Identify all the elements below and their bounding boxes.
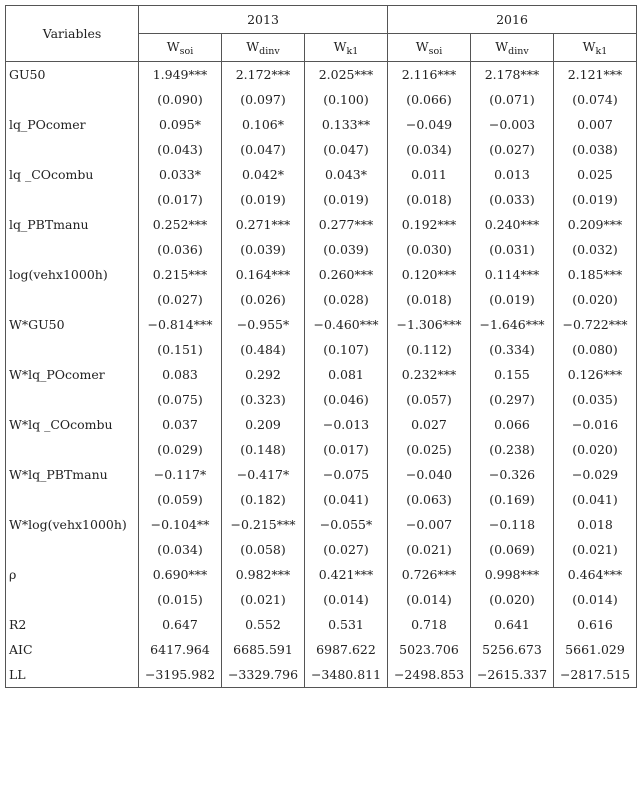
table-cell: 0.277*** xyxy=(305,212,388,237)
table-cell: 0.025 xyxy=(554,162,637,187)
table-cell: −0.013 xyxy=(305,412,388,437)
table-cell: −0.104** xyxy=(139,512,222,537)
table-cell: (0.034) xyxy=(139,537,222,562)
table-row xyxy=(6,187,637,212)
table-cell: 0.232*** xyxy=(388,362,471,387)
table-row xyxy=(6,162,637,187)
table-row xyxy=(6,212,637,237)
table-cell: −0.007 xyxy=(388,512,471,537)
table-cell: (0.080) xyxy=(554,337,637,362)
table-cell: −0.814*** xyxy=(139,312,222,337)
weight-base: W xyxy=(495,38,509,54)
table-row xyxy=(6,362,637,387)
table-row xyxy=(6,312,637,337)
table-cell: (0.015) xyxy=(139,587,222,612)
weight-subscript: k1 xyxy=(346,45,359,57)
table-cell: (0.112) xyxy=(388,337,471,362)
row-label: lq _COcombu xyxy=(6,162,139,187)
table-cell: 0.042* xyxy=(222,162,305,187)
table-cell: (0.058) xyxy=(222,537,305,562)
row-label: W*lq_PBTmanu xyxy=(6,462,139,487)
table-cell: 0.007 xyxy=(554,112,637,137)
table-row xyxy=(6,237,637,262)
table-cell: −0.003 xyxy=(471,112,554,137)
table-cell: (0.075) xyxy=(139,387,222,412)
table-cell: 0.106* xyxy=(222,112,305,137)
weight-header-2016-k1 xyxy=(554,34,637,62)
weight-base: W xyxy=(415,38,429,54)
table-cell: 2.116*** xyxy=(388,62,471,88)
table-cell: 0.192*** xyxy=(388,212,471,237)
table-row xyxy=(6,487,637,512)
table-cell: 0.066 xyxy=(471,412,554,437)
table-cell: (0.100) xyxy=(305,87,388,112)
row-label xyxy=(6,537,139,562)
weight-base: W xyxy=(246,38,260,54)
weight-subscript: dinv xyxy=(508,45,529,57)
table-cell: (0.323) xyxy=(222,387,305,412)
table-cell: (0.484) xyxy=(222,337,305,362)
table-cell: (0.047) xyxy=(305,137,388,162)
weight-header-2016-dinv xyxy=(471,34,554,62)
table-cell: −0.118 xyxy=(471,512,554,537)
table-cell: 0.421*** xyxy=(305,562,388,587)
weight-subscript: k1 xyxy=(595,45,608,57)
row-label: R2 xyxy=(6,612,139,637)
table-cell: (0.020) xyxy=(554,437,637,462)
table-cell: 0.037 xyxy=(139,412,222,437)
table-cell: (0.036) xyxy=(139,237,222,262)
table-cell: (0.297) xyxy=(471,387,554,412)
row-label xyxy=(6,87,139,112)
table-cell: 0.240*** xyxy=(471,212,554,237)
table-row xyxy=(6,62,637,88)
table-cell: 0.531 xyxy=(305,612,388,637)
row-label: W*log(vehx1000h) xyxy=(6,512,139,537)
row-label xyxy=(6,237,139,262)
table-cell: 0.726*** xyxy=(388,562,471,587)
table-cell: −0.016 xyxy=(554,412,637,437)
table-cell: (0.025) xyxy=(388,437,471,462)
table-cell: (0.039) xyxy=(222,237,305,262)
table-cell: −3480.811 xyxy=(305,662,388,688)
table-cell: −1.646*** xyxy=(471,312,554,337)
row-label xyxy=(6,437,139,462)
table-cell: 0.095* xyxy=(139,112,222,137)
table-cell: (0.019) xyxy=(554,187,637,212)
table-cell: 0.013 xyxy=(471,162,554,187)
table-row xyxy=(6,412,637,437)
table-row xyxy=(6,612,637,637)
table-cell: 5661.029 xyxy=(554,637,637,662)
table-cell: −0.722*** xyxy=(554,312,637,337)
table-row xyxy=(6,387,637,412)
table-cell: (0.019) xyxy=(305,187,388,212)
row-label: lq_PBTmanu xyxy=(6,212,139,237)
table-cell: −0.075 xyxy=(305,462,388,487)
table-row xyxy=(6,287,637,312)
table-row xyxy=(6,112,637,137)
table-cell: (0.021) xyxy=(388,537,471,562)
table-row xyxy=(6,537,637,562)
table-cell: 0.155 xyxy=(471,362,554,387)
table-cell: 0.998*** xyxy=(471,562,554,587)
table-cell: (0.027) xyxy=(471,137,554,162)
weight-header-2013-dinv xyxy=(222,34,305,62)
table-cell: (0.021) xyxy=(554,537,637,562)
table-cell: (0.063) xyxy=(388,487,471,512)
table-cell: 0.215*** xyxy=(139,262,222,287)
table-cell: −0.029 xyxy=(554,462,637,487)
table-cell: 0.464*** xyxy=(554,562,637,587)
table-cell: (0.017) xyxy=(305,437,388,462)
table-cell: (0.020) xyxy=(471,587,554,612)
table-cell: 0.982*** xyxy=(222,562,305,587)
table-cell: (0.033) xyxy=(471,187,554,212)
table-cell: 0.126*** xyxy=(554,362,637,387)
table-cell: −0.955* xyxy=(222,312,305,337)
table-cell: 0.647 xyxy=(139,612,222,637)
table-cell: 0.292 xyxy=(222,362,305,387)
table-cell: (0.151) xyxy=(139,337,222,362)
table-cell: 0.209*** xyxy=(554,212,637,237)
row-label xyxy=(6,137,139,162)
table-cell: (0.097) xyxy=(222,87,305,112)
table-cell: 0.133** xyxy=(305,112,388,137)
table-row xyxy=(6,662,637,688)
table-cell: 6987.622 xyxy=(305,637,388,662)
row-label: GU50 xyxy=(6,62,139,88)
table-cell: (0.069) xyxy=(471,537,554,562)
table-cell: −1.306*** xyxy=(388,312,471,337)
row-label xyxy=(6,337,139,362)
table-cell: −0.215*** xyxy=(222,512,305,537)
table-cell: (0.107) xyxy=(305,337,388,362)
table-cell: 0.260*** xyxy=(305,262,388,287)
weight-subscript: soi xyxy=(428,45,443,57)
table-cell: (0.018) xyxy=(388,287,471,312)
table-cell: (0.027) xyxy=(139,287,222,312)
table-cell: (0.026) xyxy=(222,287,305,312)
table-cell: 0.690*** xyxy=(139,562,222,587)
table-cell: (0.038) xyxy=(554,137,637,162)
weight-subscript: soi xyxy=(179,45,194,57)
table-cell: 2.172*** xyxy=(222,62,305,88)
table-cell: 1.949*** xyxy=(139,62,222,88)
table-cell: 0.252*** xyxy=(139,212,222,237)
table-cell: (0.334) xyxy=(471,337,554,362)
table-cell: 2.121*** xyxy=(554,62,637,88)
table-cell: (0.043) xyxy=(139,137,222,162)
table-cell: 0.718 xyxy=(388,612,471,637)
weight-header-2013-k1 xyxy=(305,34,388,62)
table-cell: −0.326 xyxy=(471,462,554,487)
table-row xyxy=(6,637,637,662)
table-cell: (0.030) xyxy=(388,237,471,262)
table-cell: 0.552 xyxy=(222,612,305,637)
row-label xyxy=(6,587,139,612)
weight-header-2013-soi xyxy=(139,34,222,62)
table-cell: 0.018 xyxy=(554,512,637,537)
variables-header: Variables xyxy=(6,6,139,62)
table-cell: −3329.796 xyxy=(222,662,305,688)
table-cell: 2.025*** xyxy=(305,62,388,88)
table-row xyxy=(6,337,637,362)
table-cell: 0.081 xyxy=(305,362,388,387)
table-cell: 2.178*** xyxy=(471,62,554,88)
weight-base: W xyxy=(333,38,347,54)
table-row xyxy=(6,262,637,287)
weight-header-2016-soi xyxy=(388,34,471,62)
table-cell: 0.209 xyxy=(222,412,305,437)
table-cell: 0.033* xyxy=(139,162,222,187)
table-cell: 6417.964 xyxy=(139,637,222,662)
table-cell: (0.029) xyxy=(139,437,222,462)
table-cell: (0.066) xyxy=(388,87,471,112)
year-header-2013: 2013 xyxy=(139,6,388,34)
table-cell: −2817.515 xyxy=(554,662,637,688)
table-cell: −0.117* xyxy=(139,462,222,487)
table-cell: (0.039) xyxy=(305,237,388,262)
table-cell: −2615.337 xyxy=(471,662,554,688)
row-label xyxy=(6,387,139,412)
table-cell: 0.083 xyxy=(139,362,222,387)
table-cell: (0.027) xyxy=(305,537,388,562)
table-cell: (0.020) xyxy=(554,287,637,312)
table-cell: 0.616 xyxy=(554,612,637,637)
table-cell: (0.028) xyxy=(305,287,388,312)
row-label: lq_POcomer xyxy=(6,112,139,137)
table-cell: (0.035) xyxy=(554,387,637,412)
table-cell: (0.047) xyxy=(222,137,305,162)
table-cell: −2498.853 xyxy=(388,662,471,688)
table-cell: (0.032) xyxy=(554,237,637,262)
row-label: log(vehx1000h) xyxy=(6,262,139,287)
table-cell: (0.018) xyxy=(388,187,471,212)
table-cell: (0.014) xyxy=(388,587,471,612)
table-cell: (0.031) xyxy=(471,237,554,262)
table-cell: 0.185*** xyxy=(554,262,637,287)
table-cell: (0.059) xyxy=(139,487,222,512)
table-row xyxy=(6,137,637,162)
table-cell: (0.074) xyxy=(554,87,637,112)
table-row xyxy=(6,562,637,587)
table-cell: 0.271*** xyxy=(222,212,305,237)
table-row xyxy=(6,462,637,487)
table-cell: 0.114*** xyxy=(471,262,554,287)
table-cell: 5023.706 xyxy=(388,637,471,662)
table-cell: (0.034) xyxy=(388,137,471,162)
weight-subscript: dinv xyxy=(259,45,280,57)
table-row xyxy=(6,437,637,462)
table-cell: (0.014) xyxy=(554,587,637,612)
row-label xyxy=(6,287,139,312)
weight-base: W xyxy=(166,38,180,54)
table-cell: 0.011 xyxy=(388,162,471,187)
table-cell: 0.164*** xyxy=(222,262,305,287)
table-cell: (0.238) xyxy=(471,437,554,462)
table-cell: (0.041) xyxy=(554,487,637,512)
row-label: AIC xyxy=(6,637,139,662)
table-cell: 0.641 xyxy=(471,612,554,637)
table-cell: (0.017) xyxy=(139,187,222,212)
table-cell: (0.057) xyxy=(388,387,471,412)
table-cell: (0.071) xyxy=(471,87,554,112)
table-cell: (0.019) xyxy=(222,187,305,212)
table-cell: −0.460*** xyxy=(305,312,388,337)
row-label xyxy=(6,187,139,212)
table-cell: 0.120*** xyxy=(388,262,471,287)
table-cell: (0.041) xyxy=(305,487,388,512)
table-row xyxy=(6,87,637,112)
table-cell: −0.055* xyxy=(305,512,388,537)
table-cell: (0.090) xyxy=(139,87,222,112)
table-cell: −0.417* xyxy=(222,462,305,487)
row-label xyxy=(6,487,139,512)
table-cell: (0.182) xyxy=(222,487,305,512)
table-cell: 0.027 xyxy=(388,412,471,437)
table-row xyxy=(6,512,637,537)
table-cell: (0.021) xyxy=(222,587,305,612)
table-row xyxy=(6,587,637,612)
table-cell: 6685.591 xyxy=(222,637,305,662)
table-cell: (0.046) xyxy=(305,387,388,412)
table-cell: 5256.673 xyxy=(471,637,554,662)
row-label: LL xyxy=(6,662,139,688)
table-cell: (0.148) xyxy=(222,437,305,462)
table-cell: −0.049 xyxy=(388,112,471,137)
table-cell: (0.014) xyxy=(305,587,388,612)
weight-base: W xyxy=(582,38,596,54)
table-cell: (0.169) xyxy=(471,487,554,512)
row-label: W*lq_POcomer xyxy=(6,362,139,387)
regression-results-table xyxy=(5,5,637,688)
year-header-2016: 2016 xyxy=(388,6,637,34)
row-label: W*GU50 xyxy=(6,312,139,337)
row-label: ρ xyxy=(6,562,139,587)
table-cell: (0.019) xyxy=(471,287,554,312)
row-label: W*lq _COcombu xyxy=(6,412,139,437)
table-cell: 0.043* xyxy=(305,162,388,187)
table-cell: −0.040 xyxy=(388,462,471,487)
table-cell: −3195.982 xyxy=(139,662,222,688)
